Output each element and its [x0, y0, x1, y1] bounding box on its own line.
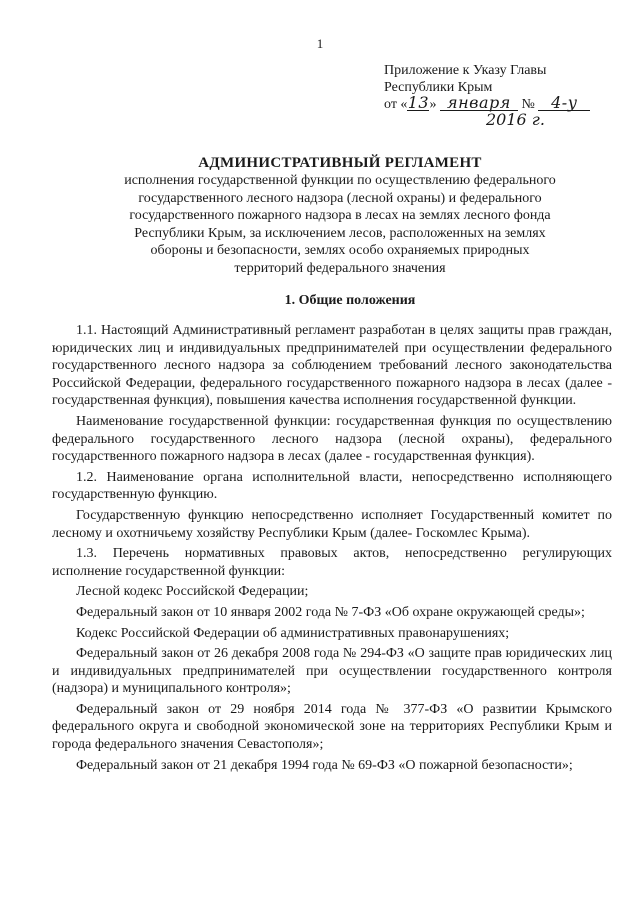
subtitle-line: Республики Крым, за исключением лесов, расположенных на землях — [134, 225, 546, 241]
document-body — [52, 322, 612, 777]
subtitle-line: обороны и безопасности, землях особо охраняемых природных — [150, 243, 530, 259]
paragraph: Лесной кодекс Российской Федерации; — [76, 584, 309, 600]
page-number: 1 — [316, 36, 324, 51]
paragraph: Федеральный закон от 26 декабря 2008 года № 294-ФЗ «О защите прав юридических лиц и индивидуальных предпринимателей при осуществлении государственного контроля (надзора) и муниципального контроля»; — [52, 646, 612, 697]
appendix-block — [384, 62, 624, 128]
subtitle-line: исполнения государственной функции по осуществлению федерального — [124, 173, 556, 188]
section-heading: 1. Общие положения — [284, 293, 416, 308]
appendix-line-1: Приложение к Указу Главы — [384, 63, 547, 78]
paragraph: Кодекс Российской Федерации об административных правонарушениях; — [76, 625, 510, 641]
document-subtitle — [60, 172, 620, 278]
paragraph: Государственную функцию непосредственно исполняет Государственный комитет по лесному и охотничьему хозяйству Республики Крым (далее- Госкомлес Крыма). — [52, 507, 612, 541]
subtitle-line: территорий федерального значения — [234, 260, 446, 276]
handwritten-day: 13 — [407, 93, 430, 112]
subtitle-line: государственного пожарного надзора в лесах на землях лесного фонда — [129, 208, 551, 224]
paragraph: 1.1. Настоящий Административный регламент разработан в целях защиты прав граждан, юридических лиц и индивидуальных предпринимателей при осуществлении федерального государственного лесного надзора за соблюдением требований лесного законодательства Российской Федерации, федерального государственного пожарного надзора в лесах (далее - государственная функция), повышения качества исполнения государственной функции. — [52, 323, 612, 409]
paragraph: Федеральный закон от 10 января 2002 года № 7-ФЗ «Об охране окружающей среды»; — [76, 604, 585, 620]
paragraph: 1.2. Наименование органа исполнительной власти, непосредственно исполняющего государственную функцию. — [52, 469, 612, 503]
paragraph: Наименование государственной функции: государственная функция по осуществлению федерального государственного лесного надзора (лесной охраны), федерального государственного пожарного надзора в лесах (далее - государственная функция). — [52, 413, 612, 465]
document-title: АДМИНИСТРАТИВНЫЙ РЕГЛАМЕНТ — [198, 155, 482, 171]
paragraph: Федеральный закон от 29 ноября 2014 года № 377-ФЗ «О развитии Крымского федерального округа и свободной экономической зоне на территориях Республики Крым и города федерального значения Севастополя»; — [52, 701, 612, 753]
handwritten-number: 4-у — [538, 96, 590, 111]
appendix-number-prefix: № — [521, 97, 535, 112]
appendix-from-prefix: от « — [384, 97, 408, 112]
appendix-line-2: Республики Крым — [384, 80, 493, 95]
appendix-quote-close: » — [429, 97, 437, 112]
paragraph: 1.3. Перечень нормативных правовых актов, непосредственно регулирующих исполнение государственной функции: — [52, 546, 612, 579]
paragraph: Федеральный закон от 21 декабря 1994 года № 69-ФЗ «О пожарной безопасности»; — [76, 757, 573, 773]
document-heading — [60, 154, 620, 278]
subtitle-line: государственного лесного надзора (лесной охраны) и федерального — [138, 190, 542, 206]
handwritten-month: января — [440, 96, 518, 111]
handwritten-year: 2016 г. — [486, 110, 545, 129]
